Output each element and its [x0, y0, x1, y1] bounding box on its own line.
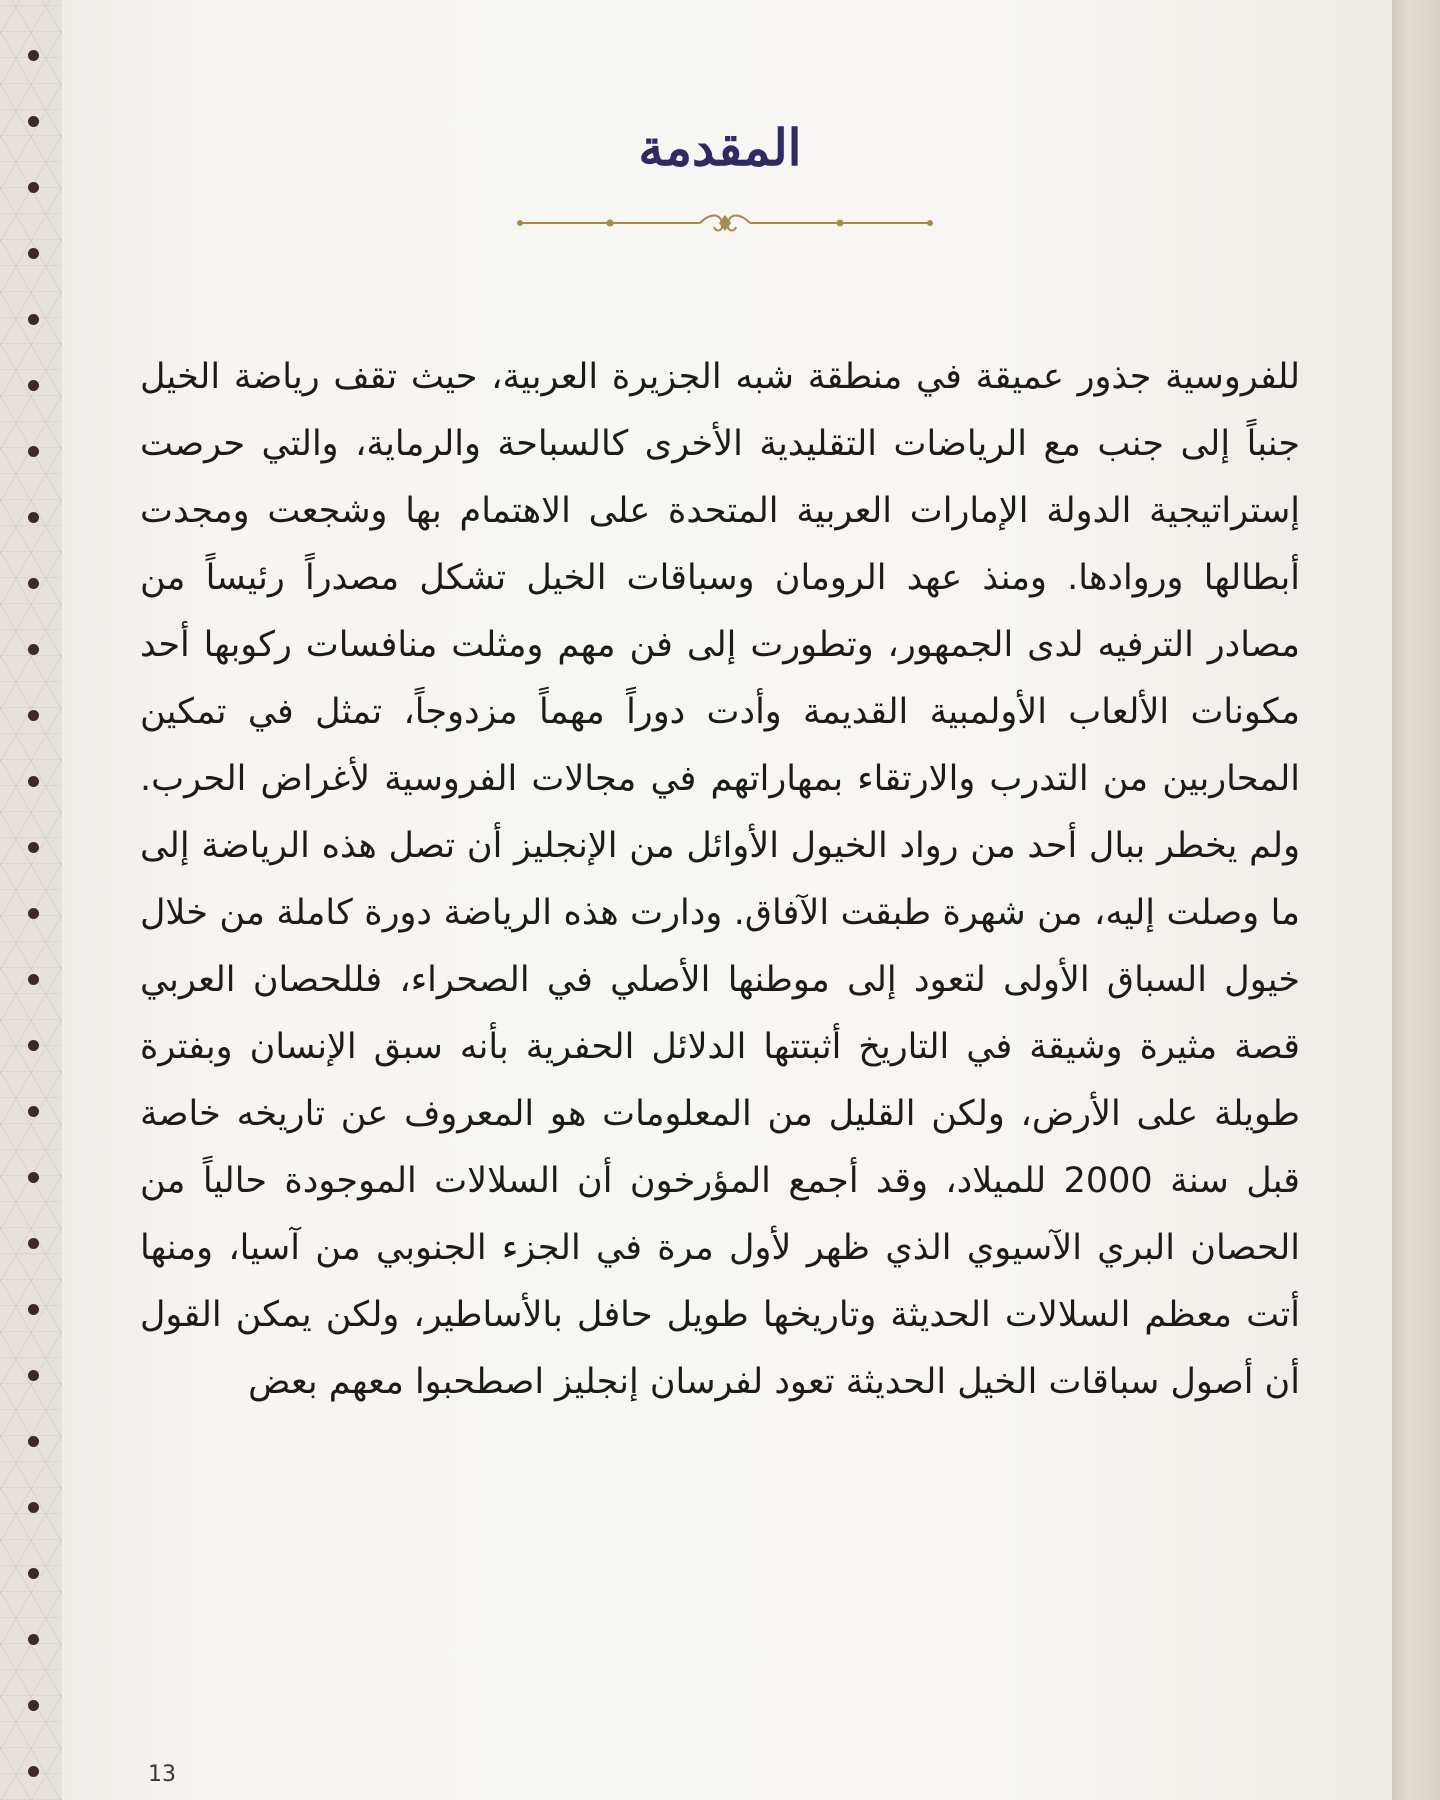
binding-dot [28, 1568, 39, 1579]
binding-dot [28, 248, 39, 259]
binding-dot [28, 1106, 39, 1117]
page-number: 13 [148, 1762, 176, 1787]
ornament-curl-left [700, 216, 722, 231]
binding-dot [28, 1370, 39, 1381]
binding-dot [28, 50, 39, 61]
binding-dot [28, 578, 39, 589]
binding-dot [28, 1700, 39, 1711]
binding-dot [28, 974, 39, 985]
binding-dot [28, 1502, 39, 1513]
binding-dot [28, 182, 39, 193]
binding-dot [28, 380, 39, 391]
introduction-body-text: للفروسية جذور عميقة في منطقة شبه الجزيرة العربية، حيث تقف رياضة الخيل جنباً إلى جنب مع الرياضات التقليدية الأخرى كالسباحة والرماية، والتي حرصت إستراتيجية الدولة الإمارات العربية المتحدة على الاهتمام بها وشجعت ومجدت أبطالها وروادها. ومنذ عهد الرومان وسباقات الخيل تشكل مصدراً رئيساً من مصادر الترفيه لدى الجمهور، وتطورت إلى فن مهم ومثلت منافسات ركوبها أحد مكونات الألعاب الأولمبية القديمة وأدت دوراً مهماً مزدوجاً، تمثل في تمكين المحاربين من التدرب والارتقاء بمهاراتهم في مجالات الفروسية لأغراض الحرب. ولم يخطر ببال أحد من رواد الخيول الأوائل من الإنجليز أن تصل هذه الرياضة إلى ما وصلت إليه، من شهرة طبقت الآفاق. ودارت هذه الرياضة دورة كاملة من خلال خيول السباق الأولى لتعود إلى موطنها الأصلي في الصحراء، فللحصان العربي قصة مثيرة وشيقة في التاريخ أثبتتها الدلائل الحفرية بأنه سبق الإنسان وبفترة طويلة على الأرض، ولكن القليل من المعلومات هو المعروف عن تاريخه خاصة قبل سنة 2000 للميلاد، وقد أجمع المؤرخون أن السلالات الموجودة حالياً من الحصان البري الآسيوي الذي ظهر لأول مرة في الجزء الجنوبي من آسيا، ومنها أتت معظم السلالات الحديثة وتاريخها طويل حافل بالأساطير، ولكن يمكن القول أن أصول سباقات الخيل الحديثة تعود لفرسان إنجليز اصطحبوا معهم بعض [140, 357, 1300, 1402]
binding-dot [28, 1766, 39, 1777]
binding-dot [28, 512, 39, 523]
binding-dot [28, 314, 39, 325]
ornament-bead-right [837, 220, 844, 227]
binding-dot [28, 1172, 39, 1183]
binding-dot [28, 908, 39, 919]
binding-dot [28, 710, 39, 721]
binding-dot [28, 1040, 39, 1051]
title-ornament-divider [510, 205, 940, 241]
next-page-edge [1392, 0, 1440, 1800]
ornament-bead-left [607, 220, 614, 227]
decorative-border-strip [0, 0, 62, 1800]
binding-dot [28, 446, 39, 457]
binding-dot [28, 1436, 39, 1447]
ornament-end-dot-left [517, 220, 523, 226]
binding-dot [28, 644, 39, 655]
binding-dot [28, 776, 39, 787]
binding-dot [28, 1634, 39, 1645]
ornament-curl-right [728, 216, 750, 231]
binding-dot [28, 1238, 39, 1249]
binding-dot [28, 842, 39, 853]
page-title: المقدمة [638, 118, 802, 177]
binding-dot [28, 1304, 39, 1315]
ornament-end-dot-right [927, 220, 933, 226]
